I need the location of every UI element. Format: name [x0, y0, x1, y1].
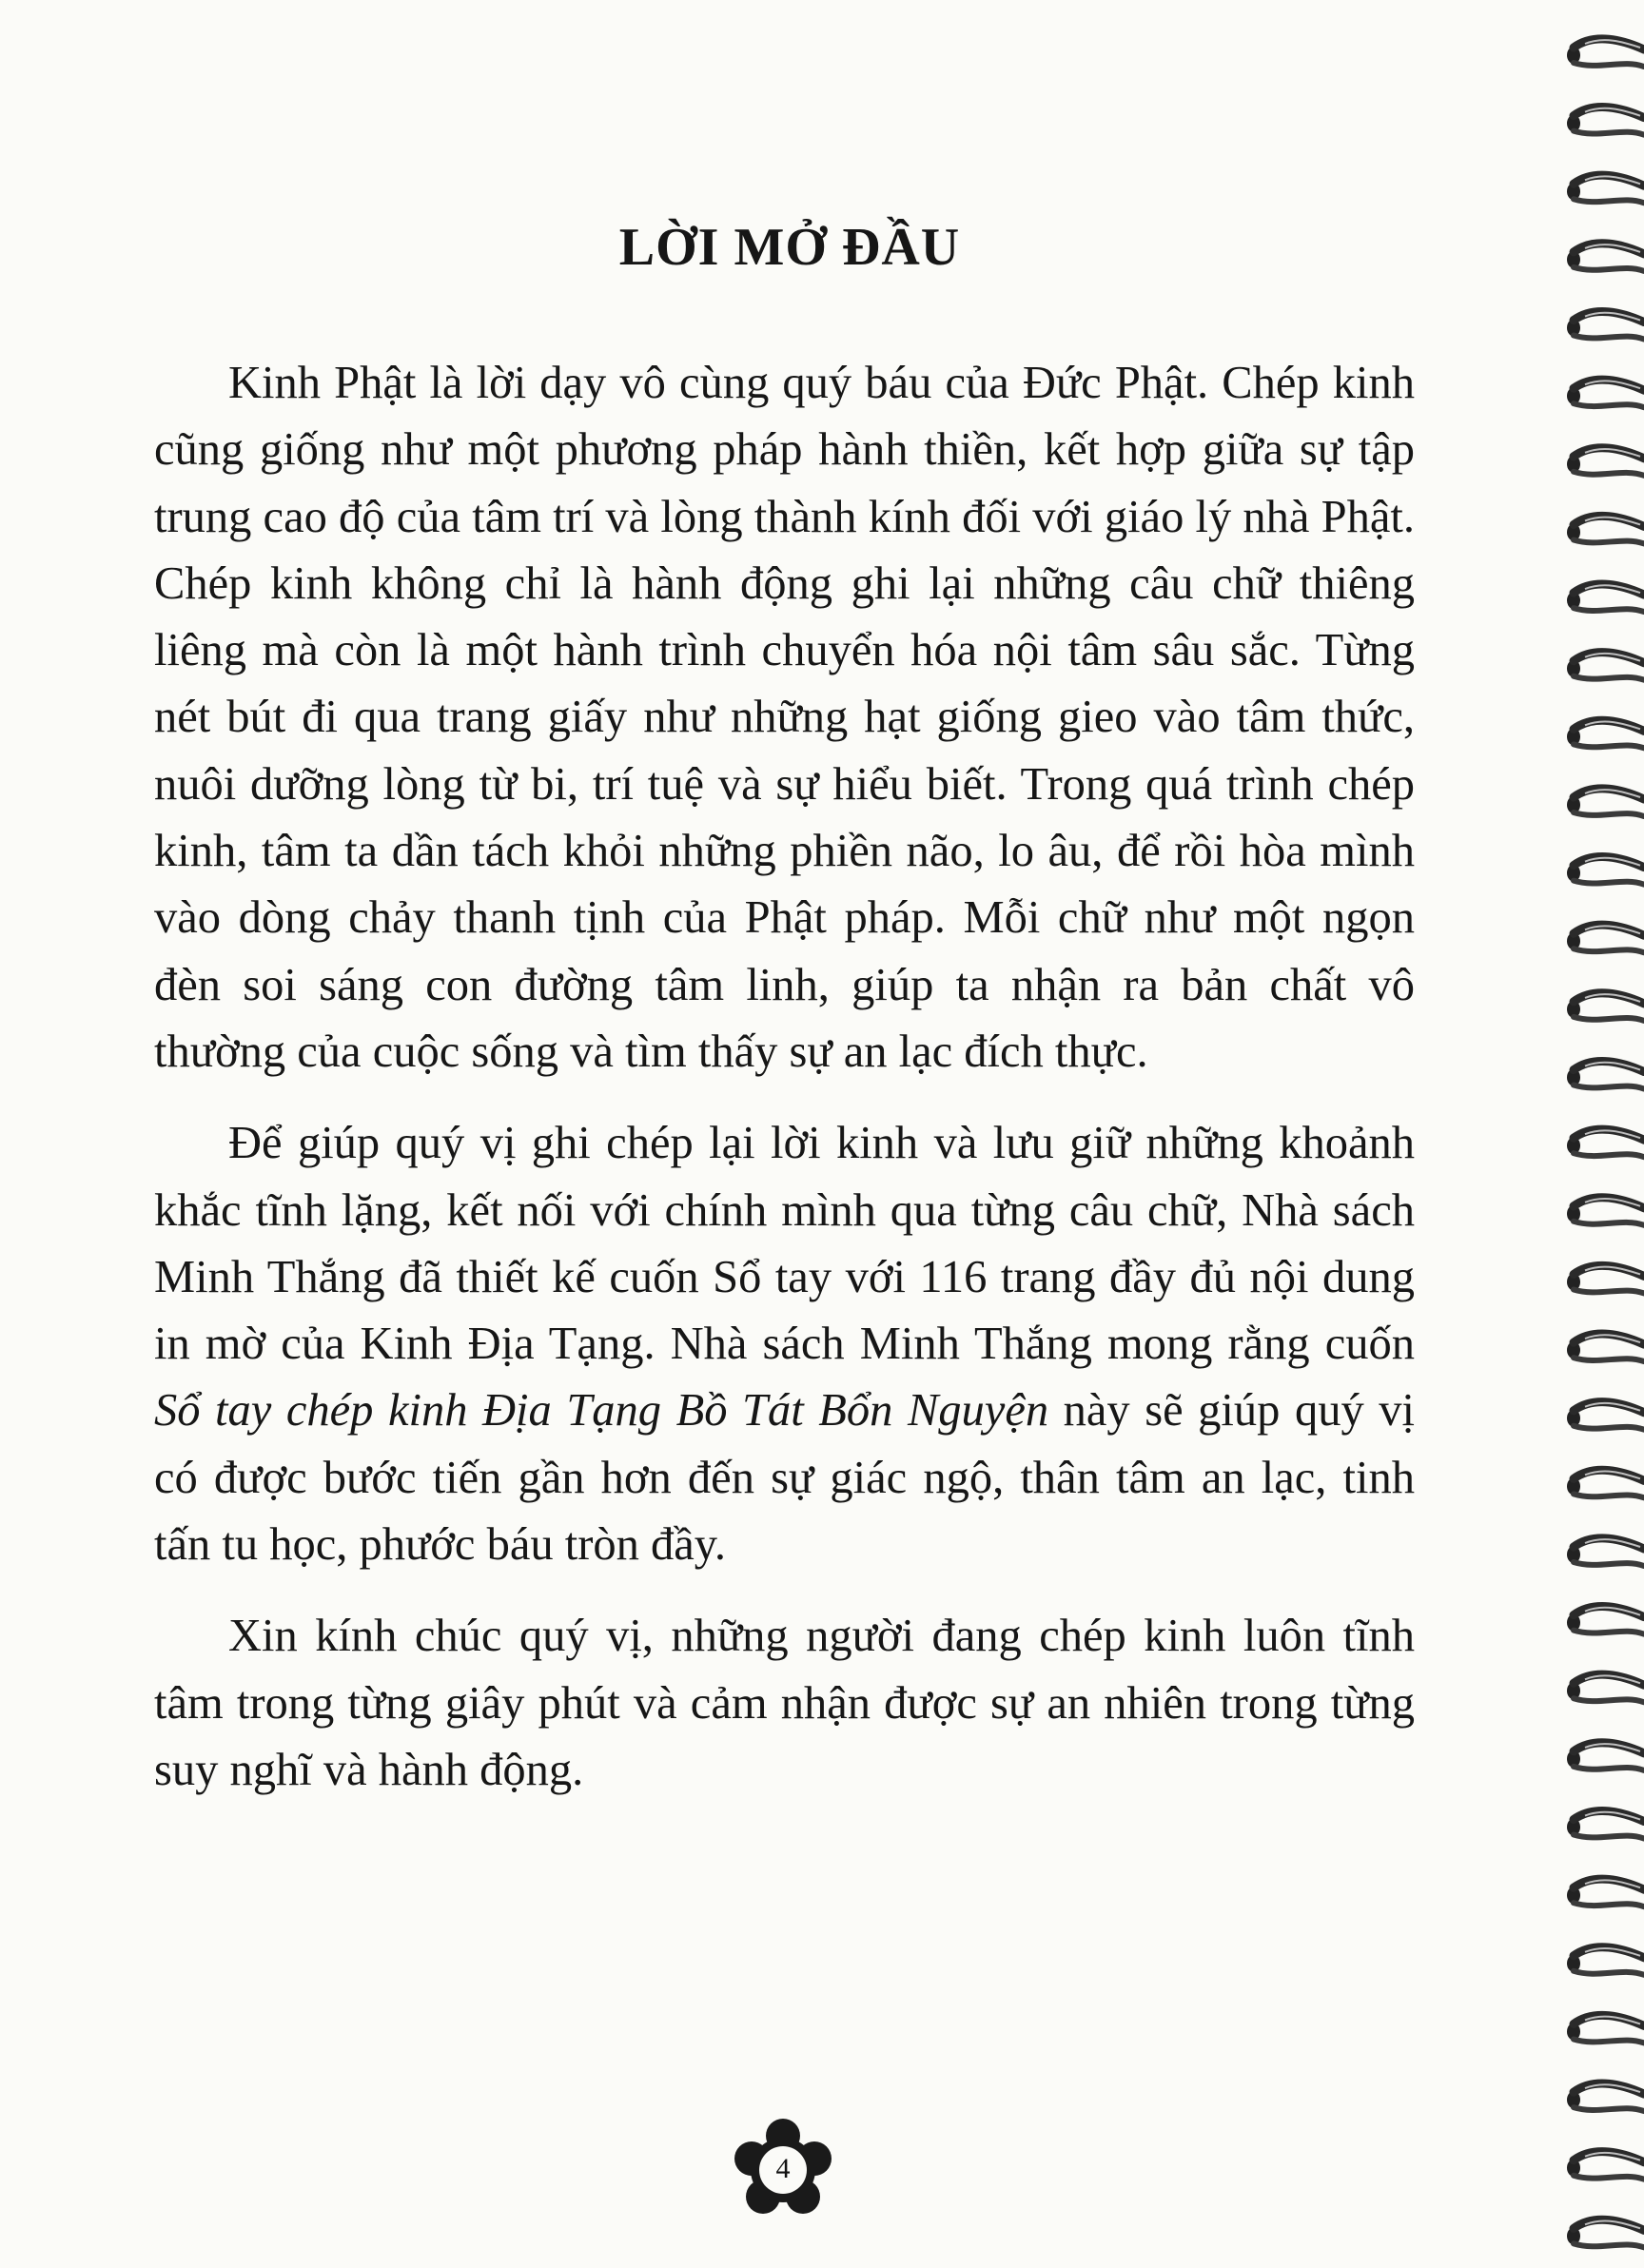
paragraph-3: Xin kính chúc quý vị, những người đang chép kinh luôn tĩnh tâm trong từng giây phút và cảm nhận được sự an nhiên trong từng suy nghĩ và hành động. [154, 1611, 1415, 1795]
spiral-coil [1567, 1607, 1644, 1634]
spiral-coil [1567, 1947, 1644, 1975]
spiral-coil [1567, 1265, 1644, 1293]
spiral-coil [1567, 720, 1644, 748]
spiral-coil [1567, 311, 1644, 339]
spiral-coil [1567, 2152, 1644, 2180]
spiral-coil [1567, 108, 1644, 135]
paragraph-2-tail: này sẽ giúp quý vị có được bước tiến gần hơn đến sự giác ngộ, thân tâm an lạc, tinh tấn tu học, phước báu tròn đầy. [154, 1385, 1415, 1571]
preface-body [154, 350, 1415, 1828]
book-title-italic: Sổ tay chép kinh Địa Tạng Bồ Tát Bổn Nguyện [154, 1385, 1049, 1437]
spiral-binding-icon [1556, 19, 1644, 2268]
spiral-coil [1567, 175, 1644, 203]
spiral-coil [1567, 2015, 1644, 2043]
spiral-coil [1567, 653, 1644, 680]
spiral-coil [1567, 516, 1644, 543]
spiral-coil [1567, 2083, 1644, 2111]
spiral-coil [1567, 789, 1644, 816]
spiral-coil [1567, 380, 1644, 407]
spiral-coil [1567, 993, 1644, 1021]
spiral-coil [1567, 1538, 1644, 1566]
spiral-coil [1567, 39, 1644, 67]
spiral-coil [1567, 1743, 1644, 1770]
spiral-coil [1567, 857, 1644, 885]
spiral-coil [1567, 1470, 1644, 1497]
page-number-badge [731, 2117, 835, 2221]
page-number: 4 [775, 2153, 791, 2184]
spiral-coil [1567, 448, 1644, 476]
spiral-coil [1567, 925, 1644, 952]
spiral-coil [1567, 2219, 1644, 2247]
spiral-coil [1567, 1334, 1644, 1361]
page-title: LỜI MỞ ĐẦU [618, 218, 961, 277]
paragraph-1: Kinh Phật là lời dạy vô cùng quý báu của Đức Phật. Chép kinh cũng giống như một phương pháp hành thiền, kết hợp giữa sự tập trung cao độ của tâm trí và lòng thành kính đối với giáo lý nhà Phật. Chép kinh không chỉ là hành động ghi lại những câu chữ thiêng liêng mà còn là một hành trình chuyển hóa nội tâm sâu sắc. Từng nét bút đi qua trang giấy như những hạt giống gieo vào tâm thức, nuôi dưỡng lòng từ bi, trí tuệ và sự hiểu biết. Trong quá trình chép kinh, tâm ta dần tách khỏi những phiền não, lo âu, để rồi hòa mình vào dòng chảy thanh tịnh của Phật pháp. Mỗi chữ như một ngọn đèn soi sáng con đường tâm linh, giúp ta nhận ra bản chất vô thường của cuộc sống và tìm thấy sự an lạc đích thực. [154, 358, 1415, 1077]
paragraph-2 [154, 1110, 1415, 1578]
spiral-coil [1567, 1129, 1644, 1157]
spiral-coil [1567, 1402, 1644, 1430]
spiral-coil [1567, 1810, 1644, 1838]
spiral-coil [1567, 1061, 1644, 1088]
spiral-coil [1567, 1198, 1644, 1225]
spiral-coil [1567, 1879, 1644, 1906]
spiral-coil [1567, 244, 1644, 271]
spiral-coil [1567, 584, 1644, 612]
spiral-coil [1567, 1674, 1644, 1702]
paragraph-2-lead: Để giúp quý vị ghi chép lại lời kinh và lưu giữ những khoảnh khắc tĩnh lặng, kết nối với chính mình qua từng câu chữ, Nhà sách Minh Thắng đã thiết kế cuốn Sổ tay với 116 trang đầy đủ nội dung in mờ của Kinh Địa Tạng. Nhà sách Minh Thắng mong rằng cuốn [154, 1118, 1415, 1370]
